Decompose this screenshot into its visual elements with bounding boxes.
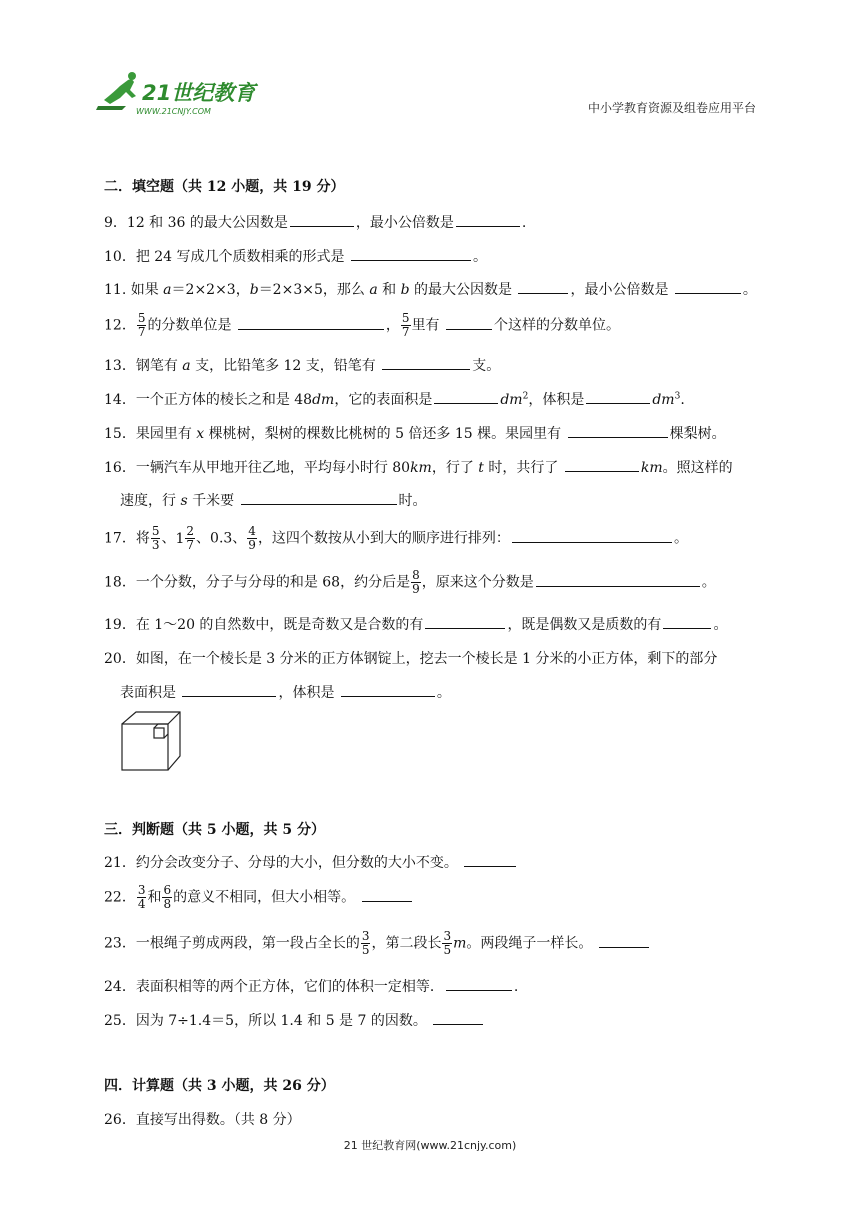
question-25: 25．因为 7÷1.4＝5，所以 1.4 和 5 是 7 的因数。	[104, 1010, 485, 1030]
answer-blank[interactable]	[446, 978, 512, 991]
question-14: 14．一个正方体的棱长之和是 48dm，它的表面积是 $dm^2$，体积是 $dm^3$.	[104, 391, 685, 408]
answer-blank[interactable]	[241, 492, 397, 505]
question-20-cont: 表面积是 ，体积是 。	[120, 685, 451, 701]
answer-blank[interactable]	[425, 616, 505, 629]
answer-blank[interactable]	[464, 854, 516, 867]
question-21: 21．约分会改变分子、分母的大小，但分数的大小不变。	[104, 852, 518, 872]
fraction: $\frac{4}{9}$	[248, 524, 256, 552]
answer-blank[interactable]	[382, 357, 470, 370]
fraction: $\frac{5}{7}$	[401, 311, 410, 339]
fraction: $\frac{3}{4}$	[137, 883, 146, 911]
answer-blank[interactable]	[351, 248, 471, 261]
answer-blank[interactable]	[599, 935, 649, 948]
logo	[96, 70, 266, 116]
logo-text: 21世纪教育	[142, 81, 256, 105]
section-4-title: 四．计算题（共 3 小题，共 26 分）	[104, 1078, 335, 1094]
answer-blank[interactable]	[568, 425, 668, 438]
platform-name: 中小学教育资源及组卷应用平台	[587, 101, 756, 115]
fraction: $\frac{8}{9}$	[412, 568, 420, 596]
answer-blank[interactable]	[675, 281, 741, 294]
answer-blank[interactable]	[433, 1012, 483, 1025]
mixed-number: 1 $\frac{2}{7}$	[175, 524, 195, 552]
question-20: 20．如图，在一个棱长是 3 分米的正方体钢锭上，挖去一个棱长是 1 分米的小正方体，剩下的部分	[104, 651, 718, 667]
question-16: 16．一辆汽车从甲地开往乙地，平均每小时行 80km，行了 t 时，共行了 km。照这样的	[104, 460, 733, 476]
answer-blank[interactable]	[536, 574, 700, 587]
answer-blank[interactable]	[362, 889, 412, 902]
cube-figure	[120, 710, 182, 772]
answer-blank[interactable]	[456, 214, 520, 227]
question-22: 22． $\frac{3}{4}$ 和 $\frac{6}{8}$ 的意义不相同，但大小相等。	[104, 884, 414, 911]
fraction: $\frac{3}{5}$	[361, 929, 370, 957]
fraction: $\frac{5}{3}$	[151, 524, 160, 552]
section-3-title: 三．判断题（共 5 小题，共 5 分）	[104, 822, 325, 838]
answer-blank[interactable]	[238, 317, 384, 330]
question-17: 17．将 $\frac{5}{3}$ 、 1 $\frac{2}{7}$ 、0.3、 $\frac{4}{9}$ ，这四个数按从小到大的顺序进行排列： 。	[104, 524, 688, 552]
answer-blank[interactable]	[518, 281, 568, 294]
question-15: 15．果园里有 x 棵桃树，梨树的棵数比桃树的 5 倍还多 15 棵。果园里有 棵梨树。	[104, 426, 726, 442]
question-10: 10．把 24 写成几个质数相乘的形式是 。	[104, 249, 487, 265]
question-24: 24．表面积相等的两个正方体，它们的体积一定相等． .	[104, 979, 519, 995]
fraction: $\frac{3}{5}$	[443, 929, 452, 957]
question-18: 18．一个分数，分子与分母的和是 68，约分后是 $\frac{8}{9}$ ，原来这个分数是 。	[104, 568, 716, 596]
footer: 21 世纪教育网(www.21cnjy.com)	[343, 1139, 517, 1152]
question-26: 26．直接写出得数。（共 8 分）	[104, 1112, 301, 1128]
answer-blank[interactable]	[512, 530, 672, 543]
answer-blank[interactable]	[565, 459, 639, 472]
question-9: 9．12 和 36 的最大公因数是 ，最小公倍数是 .	[104, 215, 527, 231]
question-11: 11. 如果 a＝2×2×3，b＝2×3×5，那么 a 和 b 的最大公因数是 ，最小公倍数是 。	[104, 282, 757, 298]
question-13: 13．钢笔有 a 支，比铅笔多 12 支，铅笔有 支。	[104, 358, 501, 374]
question-16-cont: 速度，行 s 千米要 时。	[120, 493, 427, 509]
answer-blank[interactable]	[182, 684, 276, 697]
logo-url: WWW.21CNJY.COM	[136, 107, 211, 116]
answer-blank[interactable]	[663, 616, 711, 629]
answer-blank[interactable]	[434, 391, 498, 404]
section-2-title: 二．填空题（共 12 小题，共 19 分）	[104, 179, 345, 195]
answer-blank[interactable]	[446, 317, 492, 330]
question-23: 23．一根绳子剪成两段，第一段占全长的 $\frac{3}{5}$ ，第二段长 $\frac{3}{5}$ m。两段绳子一样长。	[104, 930, 651, 957]
fraction: $\frac{6}{8}$	[163, 883, 172, 911]
question-19: 19．在 1～20 的自然数中，既是奇数又是合数的有 ，既是偶数又是质数的有 。	[104, 617, 728, 633]
answer-blank[interactable]	[341, 684, 435, 697]
answer-blank[interactable]	[586, 391, 650, 404]
runner-icon	[104, 79, 136, 104]
question-12: 12． $\frac{5}{7}$ 的分数单位是 ， $\frac{5}{7}$ 里有 个这样的分数单位。	[104, 311, 621, 339]
answer-blank[interactable]	[290, 214, 354, 227]
fraction: $\frac{5}{7}$	[137, 311, 146, 339]
